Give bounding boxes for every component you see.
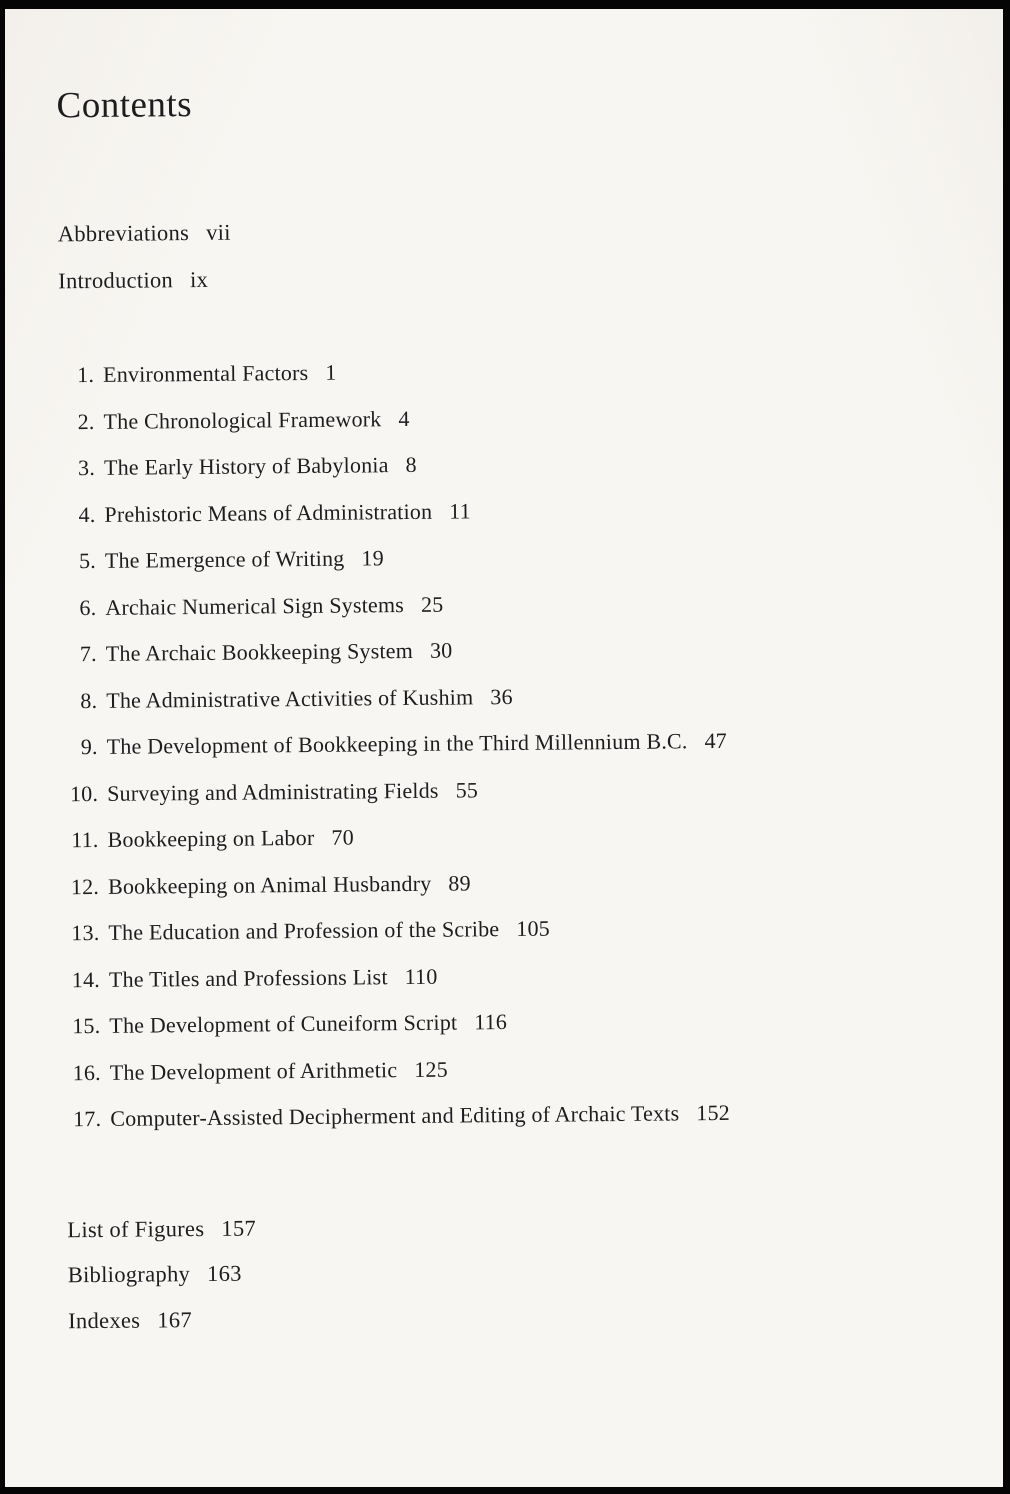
chapter-number: 13. bbox=[71, 919, 100, 946]
entry-label: List of Figures bbox=[67, 1215, 205, 1242]
chapter-page-number: 116 bbox=[474, 1009, 508, 1035]
chapter-title: Environmental Factors bbox=[102, 359, 309, 387]
chapter-title: The Development of Arithmetic bbox=[109, 1056, 398, 1085]
chapter-number: 11. bbox=[71, 826, 99, 853]
chapter-page-number: 36 bbox=[490, 683, 513, 709]
chapter-number: 6. bbox=[79, 594, 97, 620]
entry-label: Bibliography bbox=[67, 1261, 191, 1288]
chapter-number: 8. bbox=[80, 687, 98, 713]
chapter-page-number: 55 bbox=[455, 776, 479, 803]
chapter-page-number: 89 bbox=[448, 869, 471, 896]
chapter-page-number: 105 bbox=[516, 915, 551, 941]
entry-page-number: 163 bbox=[206, 1260, 242, 1286]
front-matter-entry bbox=[58, 259, 999, 315]
chapter-number: 14. bbox=[71, 966, 101, 992]
chapter-number: 10. bbox=[69, 780, 99, 806]
page-title: Contents bbox=[56, 84, 193, 127]
chapter-title: The Development of Cuneiform Script bbox=[109, 1009, 458, 1038]
chapter-page-number: 47 bbox=[704, 727, 728, 754]
chapter-title: The Early History of Babylonia bbox=[103, 452, 389, 480]
entry-page-number: 157 bbox=[221, 1214, 257, 1241]
chapter-title: Computer-Assisted Decipherment and Editing of Archaic Texts bbox=[110, 1100, 680, 1131]
toc-content bbox=[0, 2, 1010, 1490]
back-matter-list bbox=[67, 1208, 1009, 1354]
chapter-entry bbox=[66, 1097, 1007, 1153]
chapter-title: The Administrative Activities of Kushim bbox=[106, 683, 474, 713]
chapter-number: 1. bbox=[77, 362, 95, 388]
chapter-title: The Chronological Framework bbox=[103, 405, 382, 434]
chapter-number: 3. bbox=[77, 455, 96, 481]
chapter-page-number: 8 bbox=[405, 451, 417, 478]
chapter-number: 16. bbox=[72, 1059, 101, 1085]
back-matter-entry bbox=[68, 1299, 1009, 1354]
chapter-page-number: 152 bbox=[696, 1099, 731, 1126]
chapter-title: The Archaic Bookkeeping System bbox=[105, 637, 414, 666]
chapter-number: 2. bbox=[77, 408, 95, 434]
chapter-page-number: 1 bbox=[325, 359, 337, 385]
chapter-title: The Education and Profession of the Scribe bbox=[108, 916, 500, 945]
chapter-number: 5. bbox=[78, 547, 97, 574]
chapter-title: Surveying and Administrating Fields bbox=[107, 777, 439, 806]
chapter-number: 17. bbox=[73, 1105, 102, 1132]
chapter-page-number: 19 bbox=[361, 545, 384, 571]
chapter-list bbox=[59, 353, 1008, 1152]
entry-page-number: ix bbox=[189, 266, 209, 293]
entry-label: Introduction bbox=[58, 267, 174, 294]
chapter-page-number: 125 bbox=[414, 1056, 448, 1082]
scanned-page bbox=[5, 9, 1003, 1487]
entry-page-number: vii bbox=[206, 219, 231, 245]
chapter-title: Prehistoric Means of Administration bbox=[104, 498, 433, 527]
chapter-page-number: 4 bbox=[398, 405, 410, 431]
entry-label: Abbreviations bbox=[57, 220, 190, 247]
front-matter-list bbox=[58, 212, 1000, 315]
chapter-title: Bookkeeping on Animal Husbandry bbox=[107, 870, 432, 899]
chapter-number: 12. bbox=[70, 873, 100, 899]
chapter-page-number: 30 bbox=[429, 637, 453, 663]
chapter-title: Bookkeeping on Labor bbox=[107, 824, 315, 852]
chapter-title: Archaic Numerical Sign Systems bbox=[105, 591, 405, 620]
entry-page-number: 167 bbox=[157, 1306, 193, 1332]
chapter-title: The Development of Bookkeeping in the Third Millennium B.C. bbox=[106, 728, 688, 759]
chapter-number: 7. bbox=[79, 640, 97, 667]
chapter-number: 15. bbox=[72, 1012, 101, 1039]
chapter-title: The Emergence of Writing bbox=[104, 545, 345, 573]
chapter-page-number: 70 bbox=[331, 824, 354, 850]
chapter-title: The Titles and Professions List bbox=[108, 963, 388, 992]
chapter-page-number: 11 bbox=[449, 497, 471, 524]
chapter-number: 4. bbox=[78, 501, 96, 527]
chapter-page-number: 110 bbox=[404, 963, 438, 989]
chapter-page-number: 25 bbox=[420, 591, 444, 617]
entry-label: Indexes bbox=[68, 1307, 141, 1333]
chapter-number: 9. bbox=[80, 733, 98, 760]
